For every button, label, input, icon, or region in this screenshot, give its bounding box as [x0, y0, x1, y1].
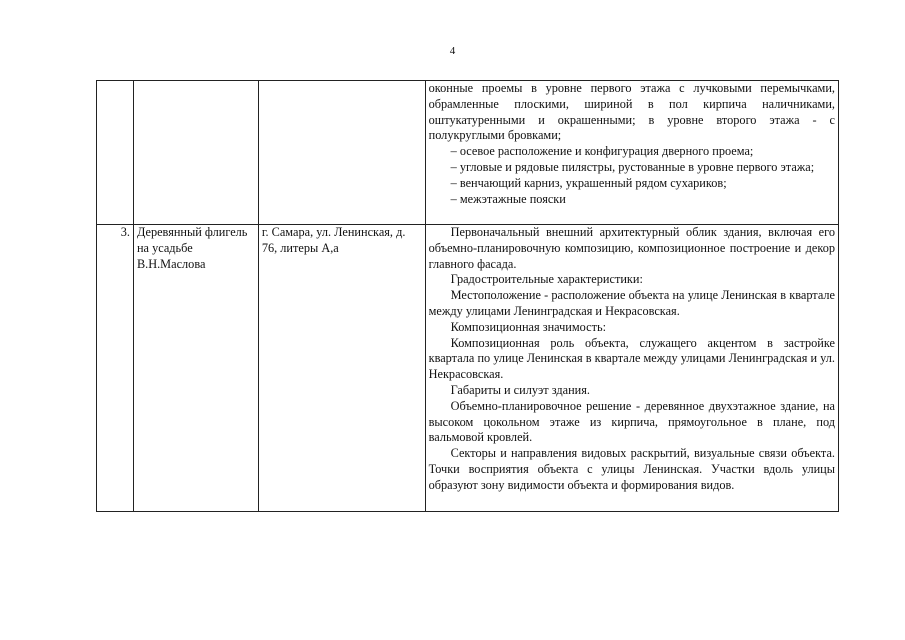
description-paragraph: Габариты и силуэт здания.: [450, 382, 590, 397]
object-name-cell: Деревянный флигель на усадьбе В.Н.Маслова: [133, 225, 258, 512]
description-list-item: – угловые и рядовые пилястры, рустованные в уровне первого этажа;: [450, 159, 815, 174]
description-paragraph: Секторы и направления видовых раскрытий, визуальные связи объекта. Точки восприятия объекта с улицы Ленинская. Участки вдоль улицы образуют зону видимости объекта и формирования видов.: [428, 446, 835, 492]
description-paragraph: Композиционная роль объекта, служащего акцентом в застройке квартала по улице Ленинская в квартале между улицами Ленинградская и ул. Некрасовская.: [428, 335, 835, 382]
address-cell: г. Самара, ул. Ленинская, д. 76, литеры А,а: [258, 225, 425, 512]
description-paragraph: Первоначальный внешний архитектурный облик здания, включая его объемно-планировочную композицию, композиционное построение и декор главного фасада.: [428, 225, 835, 271]
description-list-item: – венчающий карниз, украшенный рядом сухариков;: [450, 175, 727, 190]
row-number-cell: [97, 81, 134, 225]
row-number-cell: 3.: [97, 225, 134, 512]
description-cell: [425, 81, 838, 225]
object-name-cell: [133, 81, 258, 225]
table-row: [97, 225, 839, 512]
heritage-table: [96, 80, 839, 512]
description-paragraph: Местоположение - расположение объекта на улице Ленинская в квартале между улицами Ленинградская и Некрасовская.: [428, 288, 835, 318]
description-paragraph: Объемно-планировочное решение - деревянное двухэтажное здание, на высоком цокольном этаже из кирпича, прямоугольное в плане, под вальмовой кровлей.: [428, 398, 835, 445]
description-list-item: – осевое расположение и конфигурация дверного проема;: [450, 144, 754, 159]
page-number: 4: [449, 45, 456, 57]
table-row: [97, 81, 839, 225]
address-cell: [258, 81, 425, 225]
description-paragraph: Градостроительные характеристики:: [450, 272, 643, 287]
description-text: оконные проемы в уровне первого этажа с лучковыми перемычками, обрамленные плоскими, шириной в пол кирпича наличниками, оштукатуренными и окрашенными; в уровне второго этажа - с полукруглыми бровками;: [428, 81, 835, 143]
description-list-item: – межэтажные пояски: [450, 191, 566, 206]
description-cell: [425, 225, 838, 512]
description-paragraph: Композиционная значимость:: [450, 319, 606, 334]
